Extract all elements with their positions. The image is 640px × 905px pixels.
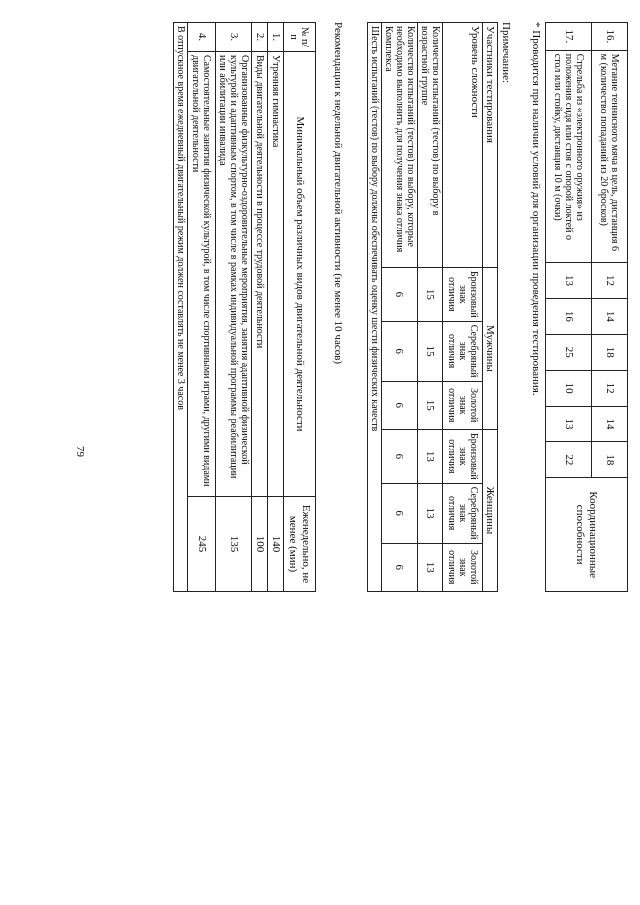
footnote: * Проводится при наличии условий для организации проведения тестирования. [530, 22, 542, 396]
last-row: Шесть испытаний (тестов) по выбору должны обеспечивать оценку шести физических качеств [367, 23, 381, 592]
table-row [188, 23, 216, 592]
row-num: 17. [546, 23, 592, 51]
bronze-header: Бронзовый знак отличия [442, 267, 482, 321]
table-row [482, 23, 497, 592]
merged-label: Координационные способности [546, 478, 628, 592]
value-cell: 15 [417, 381, 442, 429]
row-num: 2. [252, 23, 268, 52]
tests-table [545, 22, 628, 592]
value-cell: 13 [417, 429, 442, 483]
table-row [592, 23, 628, 592]
value-cell: 10 [546, 370, 592, 406]
page-number: 79 [74, 446, 86, 457]
value-cell: 18 [592, 442, 628, 478]
levels-table [367, 22, 498, 592]
last-row: В отпускное время ежедневный двигательный режим должен составлять не менее 3 часов [174, 23, 188, 592]
value-cell: 12 [592, 263, 628, 299]
name-header: Минимальный объем различных видов двигательной деятельности [284, 52, 316, 497]
value-cell: 12 [592, 370, 628, 406]
value-cell: 14 [592, 406, 628, 442]
weekly-value: 245 [188, 497, 216, 592]
table-row [367, 23, 381, 592]
value-cell: 6 [381, 429, 417, 483]
bronze-header: Бронзовый знак отличия [442, 429, 482, 483]
row-num: 16. [592, 23, 628, 51]
value-cell: 22 [546, 442, 592, 478]
row-label: Количество испытаний (тестов) по выбору в возрастной группе [417, 23, 442, 268]
weekly-value: 140 [268, 497, 284, 592]
value-cell: 15 [417, 321, 442, 381]
row-label: Количество испытаний (тестов) по выбору, которые необходимо выполнить для получения знака отличия Комплекса [381, 23, 417, 268]
gold-header: Золотой знак отличия [442, 543, 482, 591]
test-name: Стрельба из «электронного оружия» из положения сидя или стоя с опорой локтей о стол или стойку, дистанция 10 м (очки) [546, 50, 592, 262]
activity-name: Самостоятельные занятия физической культурой, в том числе спортивными играми, другими видами двигательной деятельности [188, 52, 216, 497]
weekly-value: 100 [252, 497, 268, 592]
value-cell: 6 [381, 321, 417, 381]
table-row [417, 23, 442, 592]
table-row [252, 23, 268, 592]
participants-header: Участники тестирования [482, 23, 497, 268]
gold-header: Золотой знак отличия [442, 381, 482, 429]
activity-name: Утренняя гимнастика [268, 52, 284, 497]
row-num: 4. [188, 23, 216, 52]
table-row [174, 23, 188, 592]
value-cell: 13 [546, 263, 592, 299]
activity-table [173, 22, 316, 592]
note-label: Примечание: [500, 22, 512, 84]
table-row [381, 23, 417, 592]
women-header: Женщины [482, 429, 497, 591]
value-cell: 13 [546, 406, 592, 442]
men-header: Мужчины [482, 267, 497, 429]
table-row [284, 23, 316, 592]
recommend-title: Рекомендации к недельной двигательной активности (не менее 10 часов) [332, 22, 344, 365]
num-header: № п/п [284, 23, 316, 52]
weekly-value: 135 [216, 497, 252, 592]
value-cell: 6 [381, 483, 417, 543]
table-row [268, 23, 284, 592]
table-row [216, 23, 252, 592]
value-cell: 6 [381, 381, 417, 429]
test-name: Метание теннисного мяча в цель, дистанция 6 м (количество попаданий из 20 бросков) [592, 50, 628, 262]
value-cell: 6 [381, 267, 417, 321]
value-cell: 13 [417, 483, 442, 543]
activity-name: Виды двигательной деятельности в процессе трудовой деятельности [252, 52, 268, 497]
value-cell: 13 [417, 543, 442, 591]
value-cell: 18 [592, 334, 628, 370]
silver-header: Серебряный знак отличия [442, 483, 482, 543]
level-header: Уровень сложности [442, 23, 482, 268]
row-num: 1. [268, 23, 284, 52]
rotated-content [43, 22, 628, 892]
row-num: 3. [216, 23, 252, 52]
table-row [442, 23, 482, 592]
value-cell: 15 [417, 267, 442, 321]
value-cell: 25 [546, 334, 592, 370]
activity-name: Организованные физкультурно-оздоровительные мероприятия, занятия адаптивной физической культурой и адаптивным спортом, в том числе в рамках индивидуальной программы реабилитации или абилитации инвалида [216, 52, 252, 497]
value-cell: 16 [546, 298, 592, 334]
silver-header: Серебряный знак отличия [442, 321, 482, 381]
weekly-header: Еженедельно, не менее (мин) [284, 497, 316, 592]
value-cell: 14 [592, 298, 628, 334]
value-cell: 6 [381, 543, 417, 591]
